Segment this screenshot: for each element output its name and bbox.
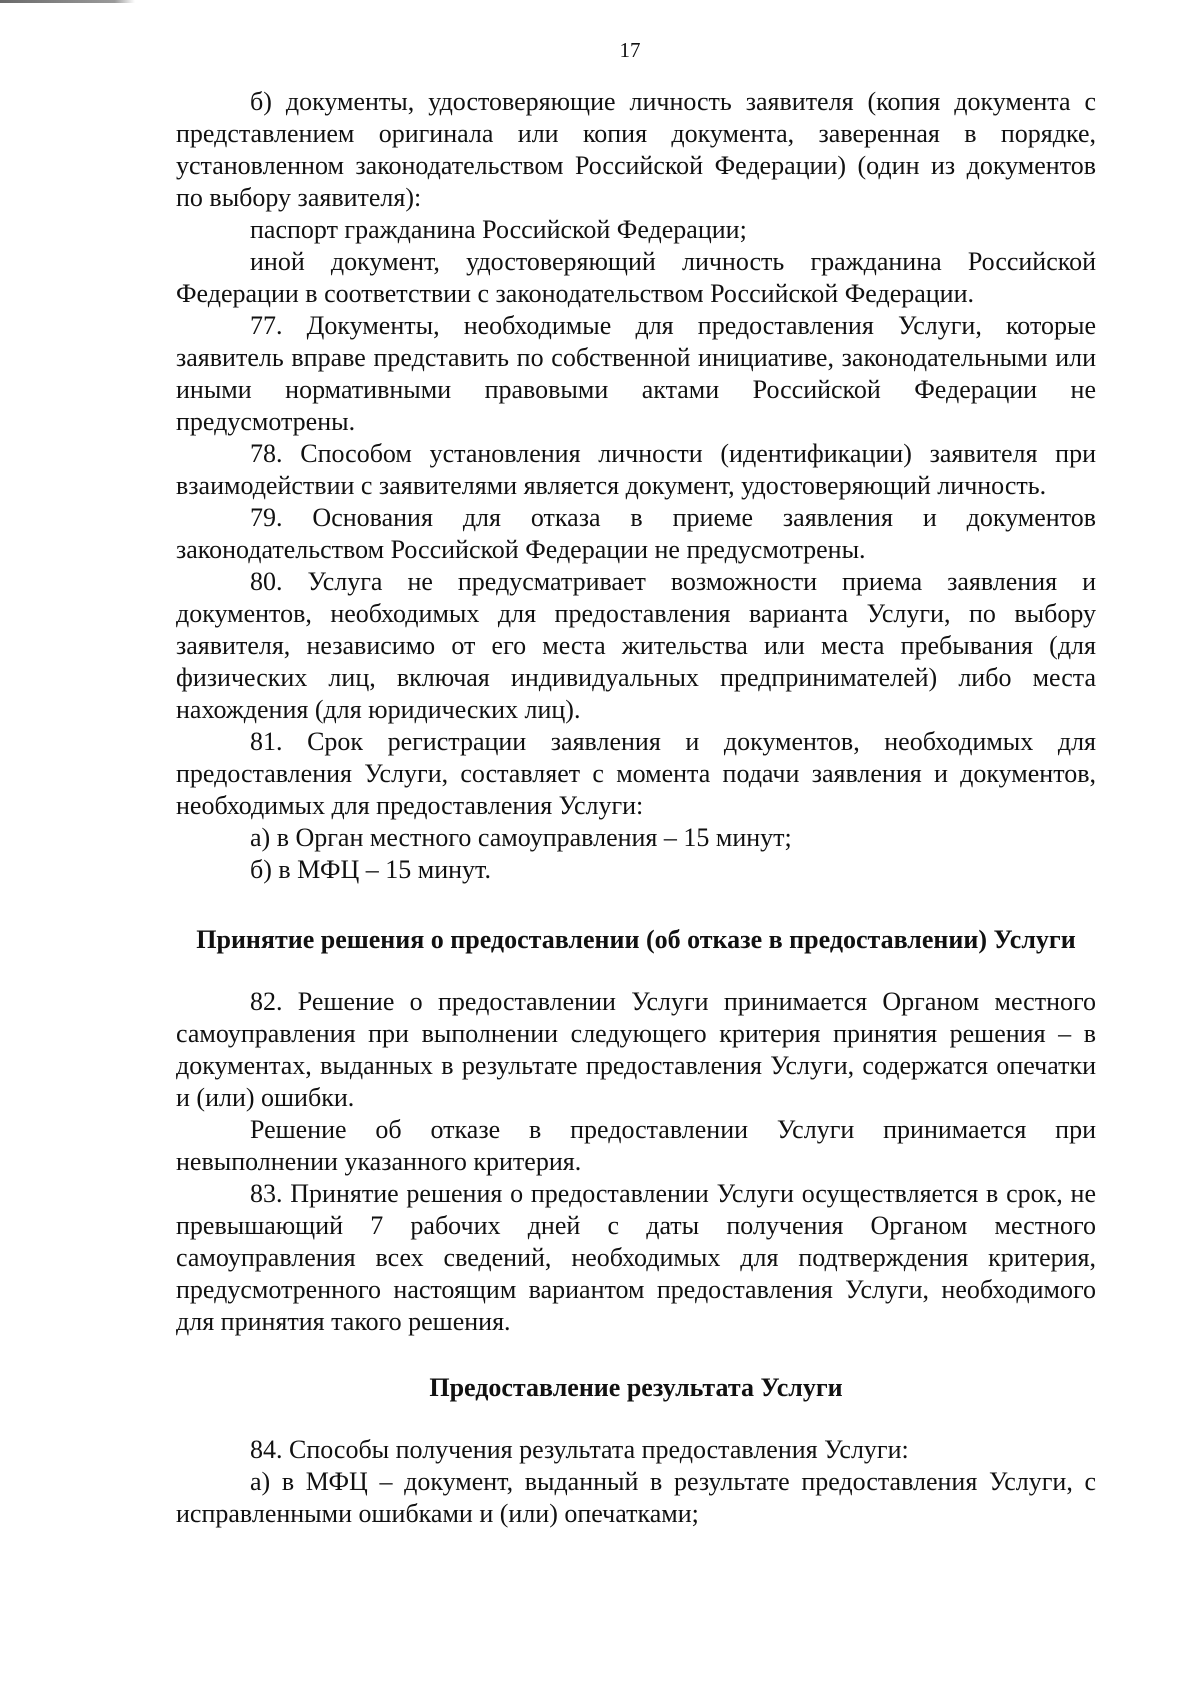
paragraph-78: 78. Способом установления личности (идентификации) заявителя при взаимодействии с заявителями является документ, удостоверяющий личность. <box>176 439 1096 500</box>
section-heading-decision: Принятие решения о предоставлении (об отказе в предоставлении) Услуги <box>196 925 1076 954</box>
paragraph-82: 82. Решение о предоставлении Услуги принимается Органом местного самоуправления при выполнении следующего критерия принятия решения – в документах, выданных в результате предоставления Услуги, содержатся опечатки и (или) ошибки. <box>176 987 1096 1112</box>
list-item-local-authority: а) в Орган местного самоуправления – 15 минут; <box>250 823 792 852</box>
list-item-other-document: иной документ, удостоверяющий личность гражданина Российской Федерации в соответствии с законодательством Российской Федерации. <box>176 247 1096 308</box>
paragraph-81: 81. Срок регистрации заявления и документов, необходимых для предоставления Услуги, составляет с момента подачи заявления и документов, необходимых для предоставления Услуги: <box>176 727 1096 820</box>
list-item-mfc-result: а) в МФЦ – документ, выданный в результате предоставления Услуги, с исправленными ошибками и (или) опечатками; <box>176 1467 1096 1528</box>
paragraph-79: 79. Основания для отказа в приеме заявления и документов законодательством Российской Федерации не предусмотрены. <box>176 503 1096 564</box>
paragraph-83: 83. Принятие решения о предоставлении Услуги осуществляется в срок, не превышающий 7 рабочих дней с даты получения Органом местного самоуправления всех сведений, необходимых для подтверждения критерия, предусмотренного настоящим вариантом предоставления Услуги, необходимого для принятия такого решения. <box>176 1179 1096 1336</box>
paragraph-80: 80. Услуга не предусматривает возможности приема заявления и документов, необходимых для предоставления варианта Услуги, по выбору заявителя, независимо от его места жительства или места пребывания (для физических лиц, включая индивидуальных предпринимателей) либо места нахождения (для юридических лиц). <box>176 567 1096 724</box>
paragraph-84: 84. Способы получения результата предоставления Услуги: <box>250 1435 909 1464</box>
document-body <box>176 86 1096 1530</box>
list-item-passport: паспорт гражданина Российской Федерации; <box>250 215 747 244</box>
paragraph-identity-documents: б) документы, удостоверяющие личность заявителя (копия документа с представлением оригинала или копия документа, заверенная в порядке, установленном законодательством Российской Федерации) (один из документов по выбору заявителя): <box>176 87 1096 212</box>
section-heading-result: Предоставление результата Услуги <box>429 1373 843 1402</box>
list-item-mfc: б) в МФЦ – 15 минут. <box>250 855 491 884</box>
scan-edge-mark <box>0 0 135 3</box>
paragraph-refusal: Решение об отказе в предоставлении Услуги принимается при невыполнении указанного критерия. <box>176 1115 1096 1176</box>
paragraph-77: 77. Документы, необходимые для предоставления Услуги, которые заявитель вправе представить по собственной инициативе, законодательными или иными нормативными правовыми актами Российской Федерации не предусмотрены. <box>176 311 1096 436</box>
page-number: 17 <box>619 38 641 62</box>
